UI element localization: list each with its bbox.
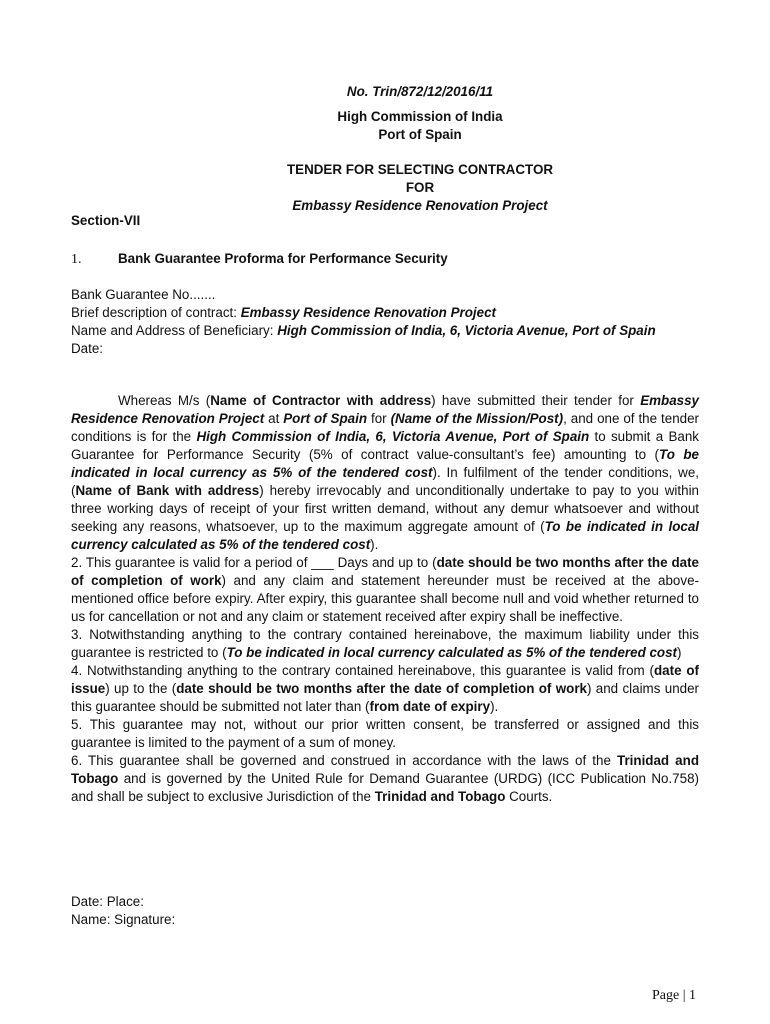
p2-text: ) and any claim and statement hereunder must be received at the above-mentioned office before expiry. After expiry, this guarantee shall become null and void whether returned to us for cancellation or not and any claim or statement received after expiry shall be ineffective. bbox=[71, 573, 699, 624]
project-ref: Embassy Residence Renovation Project bbox=[71, 393, 699, 426]
paragraph-3 bbox=[71, 626, 699, 662]
p4-text: 4. Notwithstanding anything to the contrary contained hereinabove, this guarantee is valid from ( bbox=[71, 663, 654, 678]
page-separator: | bbox=[682, 988, 686, 1003]
p4-text: ) and claims under this guarantee should be submitted not later than ( bbox=[71, 681, 699, 714]
p1-text: at bbox=[264, 411, 284, 426]
p1-text: Whereas M/s ( bbox=[118, 393, 211, 408]
guarantee-fields bbox=[71, 286, 699, 358]
validity-placeholder: date should be two months after the date of completion of work bbox=[71, 555, 699, 588]
expiry-placeholder: from date of expiry bbox=[369, 699, 491, 714]
p3-text: ) bbox=[677, 645, 682, 660]
paragraph-2 bbox=[71, 554, 699, 626]
p1-text: , and one of the tender conditions is for the bbox=[71, 411, 699, 444]
section-label-wrap bbox=[71, 212, 699, 230]
guarantee-body bbox=[71, 392, 699, 806]
mission-placeholder: (Name of the Mission/Post) bbox=[390, 411, 564, 426]
jurisdiction-ref: Trinidad and Tobago bbox=[71, 753, 699, 786]
p2-text: 2. This guarantee is valid for a period of ___ Days and up to ( bbox=[71, 555, 437, 570]
bank-placeholder: Name of Bank with address bbox=[75, 483, 260, 498]
office-city: Port of Spain bbox=[378, 127, 462, 142]
document-header bbox=[0, 83, 770, 215]
contractor-placeholder: Name of Contractor with address bbox=[210, 393, 432, 408]
p1-text: ) have submitted their tender for bbox=[431, 393, 641, 408]
contract-description-label: Brief description of contract: bbox=[71, 305, 237, 320]
tender-title: TENDER FOR SELECTING CONTRACTOR bbox=[286, 162, 554, 177]
office-name: High Commission of India bbox=[337, 109, 503, 124]
reference-number: No. Trin/872/12/2016/11 bbox=[346, 84, 494, 99]
p3-text: 3. Notwithstanding anything to the contrary contained hereinabove, the maximum liability under this guarantee is restricted to ( bbox=[71, 627, 699, 660]
p6-text: Courts. bbox=[505, 789, 553, 804]
p4-text: ) up to the ( bbox=[105, 681, 177, 696]
page-footer bbox=[652, 988, 696, 1004]
section-heading bbox=[71, 250, 699, 269]
bank-guarantee-number: Bank Guarantee No....... bbox=[71, 287, 216, 302]
city-ref: Port of Spain bbox=[283, 411, 368, 426]
section-label: Section-VII bbox=[71, 213, 141, 228]
p1-text: for bbox=[367, 411, 391, 426]
p1-text: ). bbox=[370, 537, 379, 552]
validity-end-placeholder: date should be two months after the date of completion of work bbox=[176, 681, 587, 696]
p4-text: ). bbox=[490, 699, 499, 714]
p1-text: ). In fulfilment of the tender conditions, we, ( bbox=[71, 465, 700, 498]
heading-number: 1. bbox=[71, 252, 82, 267]
contract-description-value: Embassy Residence Renovation Project bbox=[240, 305, 496, 320]
contract-description bbox=[71, 304, 699, 322]
beneficiary-value: High Commission of India, 6, Victoria Avenue, Port of Spain bbox=[277, 323, 656, 338]
project-name: Embassy Residence Renovation Project bbox=[292, 198, 548, 213]
p6-text: 6. This guarantee shall be governed and construed in accordance with the laws of the bbox=[71, 753, 618, 768]
signature-block bbox=[71, 893, 699, 929]
amount-placeholder: To be indicated in local currency as 5% of the tendered cost bbox=[71, 447, 699, 480]
paragraph-6 bbox=[71, 752, 699, 806]
paragraph-1 bbox=[71, 392, 699, 554]
beneficiary bbox=[71, 322, 699, 340]
heading-title: Bank Guarantee Proforma for Performance Security bbox=[118, 251, 448, 266]
liability-placeholder: To be indicated in local currency calculated as 5% of the tendered cost bbox=[226, 645, 678, 660]
p1-text: to submit a Bank Guarantee for Performance Security (5% of contract value-consultant’s fee) amounting to ( bbox=[71, 429, 699, 462]
date-field: Date: bbox=[71, 341, 104, 356]
name-signature-line: Name: Signature: bbox=[71, 912, 176, 927]
jurisdiction-ref: Trinidad and Tobago bbox=[374, 789, 506, 804]
beneficiary-label: Name and Address of Beneficiary: bbox=[71, 323, 274, 338]
beneficiary-ref: High Commission of India, 6, Victoria Avenue, Port of Spain bbox=[196, 429, 590, 444]
page-number: 1 bbox=[689, 988, 696, 1003]
p1-text: ) hereby irrevocably and unconditionally undertake to pay to you within three working days of receipt of your first written demand, without any demur whatsoever and without seeking any reasons, whatsoever, up to the maximum aggregate amount of ( bbox=[71, 483, 699, 534]
paragraph-5: 5. This guarantee may not, without our prior written consent, be transferred or assigned and this guarantee is limited to the payment of a sum of money. bbox=[71, 717, 699, 750]
paragraph-4 bbox=[71, 662, 699, 716]
tender-for: FOR bbox=[405, 180, 435, 195]
p6-text: and is governed by the United Rule for Demand Guarantee (URDG) (ICC Publication No.758) and shall be subject to exclusive Jurisdiction of the bbox=[71, 771, 699, 804]
issue-date-placeholder: date of issue bbox=[71, 663, 699, 696]
max-amount-placeholder: To be indicated in local currency calculated as 5% of the tendered cost bbox=[71, 519, 699, 552]
page-label: Page bbox=[651, 988, 680, 1003]
date-place-line: Date: Place: bbox=[71, 894, 144, 909]
